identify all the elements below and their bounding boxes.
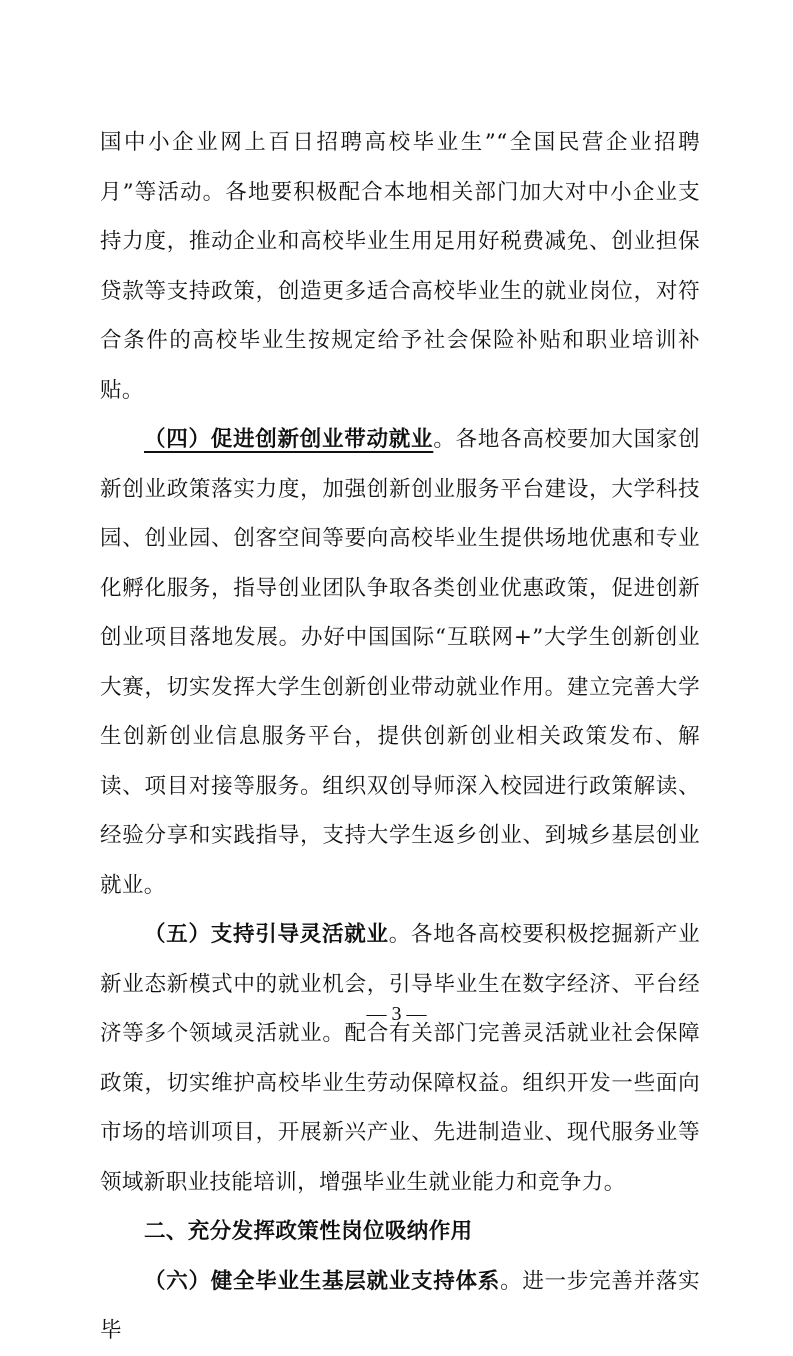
paragraph-innovation-entrepreneurship — [100, 415, 700, 910]
paragraph-flexible-employment — [100, 910, 700, 1207]
paragraph-sme-support — [100, 118, 700, 415]
page-number: — 3 — — [366, 1003, 427, 1025]
section-lead-five: （五）支持引导灵活就业 — [144, 922, 389, 947]
section-lead-four: （四）促进创新创业带动就业 — [144, 427, 434, 452]
paragraph-text: 国中小企业网上百日招聘高校毕业生”“全国民营企业招聘月”等活动。各地要积极配合本地相关部门加大对中小企业支持力度，推动企业和高校毕业生用足用好税费减免、创业担保贷款等支持政策，创造更多适合高校毕业生的就业岗位，对符合条件的高校毕业生按规定给予社会保险补贴和职业培训补贴。 — [100, 130, 700, 403]
paragraph-text: 。进一步完善并落实毕 — [100, 1268, 700, 1343]
paragraph-grassroots-employment — [100, 1257, 700, 1356]
paragraph-text: 。各地各高校要加大国家创新创业政策落实力度，加强创新创业服务平台建设，大学科技园、创业园、创客空间等要向高校毕业生提供场地优惠和专业化孵化服务，指导创业团队争取各类创业优惠政策，促进创新创业项目落地发展。办好中国国际“互联网+”大学生创新创业大赛，切实发挥大学生创新创业带动就业作用。建立完善大学生创新创业信息服务平台，提供创新创业相关政策发布、解读、项目对接等服务。组织双创导师深入校园进行政策解读、经验分享和实践指导，支持大学生返乡创业、到城乡基层创业就业。 — [100, 427, 701, 898]
section-lead-six: （六）健全毕业生基层就业支持体系 — [144, 1268, 501, 1294]
paragraph-text: 。各地各高校要积极挖掘新产业新业态新模式中的就业机会，引导毕业生在数字经济、平台经济等多个领域灵活就业。配合有关部门完善灵活就业社会保障政策，切实维护高校毕业生劳动保障权益。组织开发一些面向市场的培训项目，开展新兴产业、先进制造业、现代服务业等领域新职业技能培训，增强毕业生就业能力和竞争力。 — [100, 922, 700, 1195]
document-body — [100, 118, 700, 1356]
section-heading-two: 二、充分发挥政策性岗位吸纳作用 — [144, 1219, 473, 1244]
